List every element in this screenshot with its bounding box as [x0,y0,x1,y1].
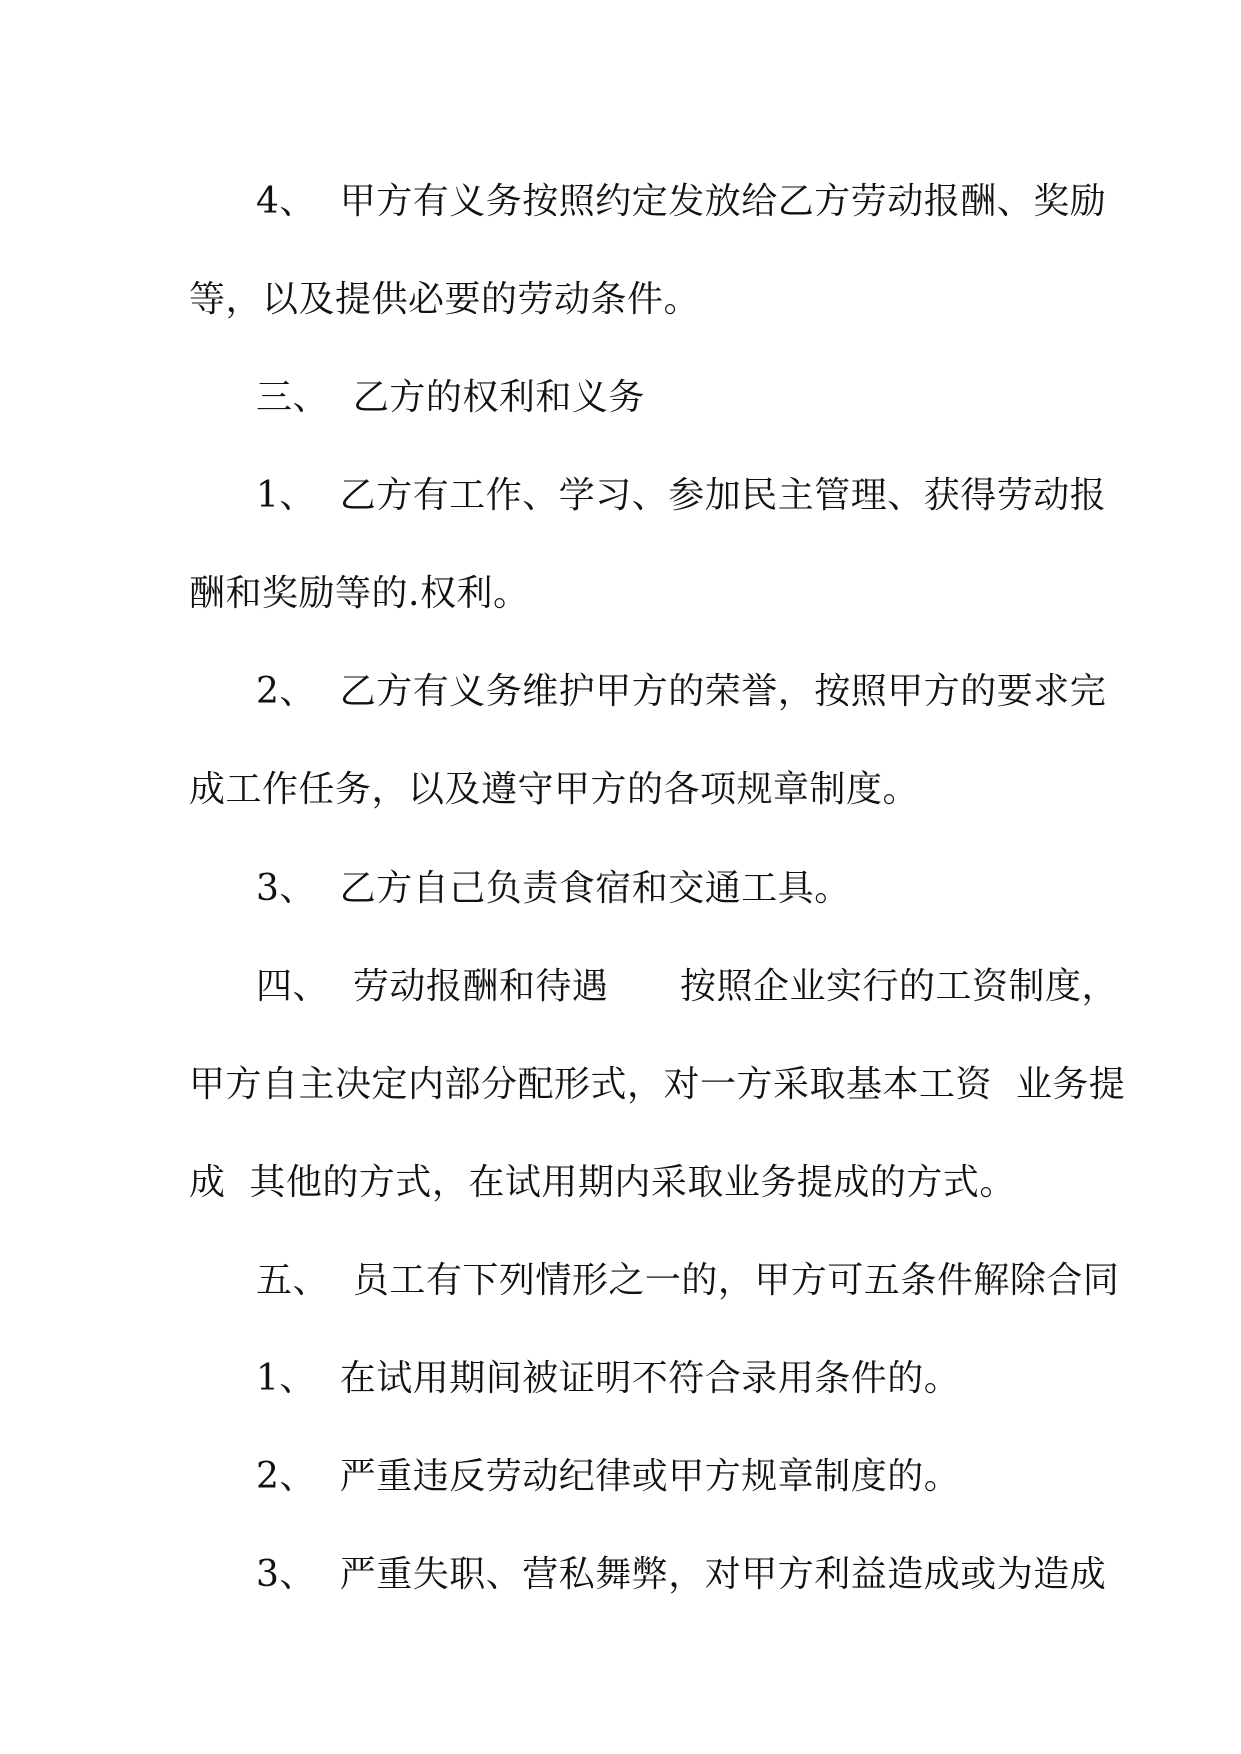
paragraph-line: 甲方自主决定内部分配形式，对一方采取基本工资 业务提 [189,1064,1126,1105]
paragraph-line: 1、 在试用期间被证明不符合录用条件的。 [256,1358,961,1399]
paragraph-line: 3、 乙方自己负责食宿和交通工具。 [256,868,851,909]
paragraph-line: 2、 乙方有义务维护甲方的荣誉，按照甲方的要求完 [256,671,1107,712]
paragraph-line: 酬和奖励等的.权利。 [189,573,530,614]
paragraph-line: 1、 乙方有工作、学习、参加民主管理、获得劳动报 [256,475,1107,516]
paragraph-line: 等，以及提供必要的劳动条件。 [189,279,701,320]
paragraph-line: 3、 严重失职、营私舞弊，对甲方利益造成或为造成 [256,1554,1107,1595]
paragraph-line: 成工作任务，以及遵守甲方的各项规章制度。 [189,769,920,810]
paragraph-line: 成 其他的方式，在试用期内采取业务提成的方式。 [189,1162,1016,1203]
paragraph-line: 2、 严重违反劳动纪律或甲方规章制度的。 [256,1456,961,1497]
section-heading: 五、 员工有下列情形之一的，甲方可五条件解除合同 [256,1260,1120,1301]
section-heading: 三、 乙方的权利和义务 [256,377,645,418]
paragraph-line: 4、 甲方有义务按照约定发放给乙方劳动报酬、奖励 [256,181,1107,222]
section-heading: 四、 劳动报酬和待遇 按照企业实行的工资制度， [256,966,1119,1007]
